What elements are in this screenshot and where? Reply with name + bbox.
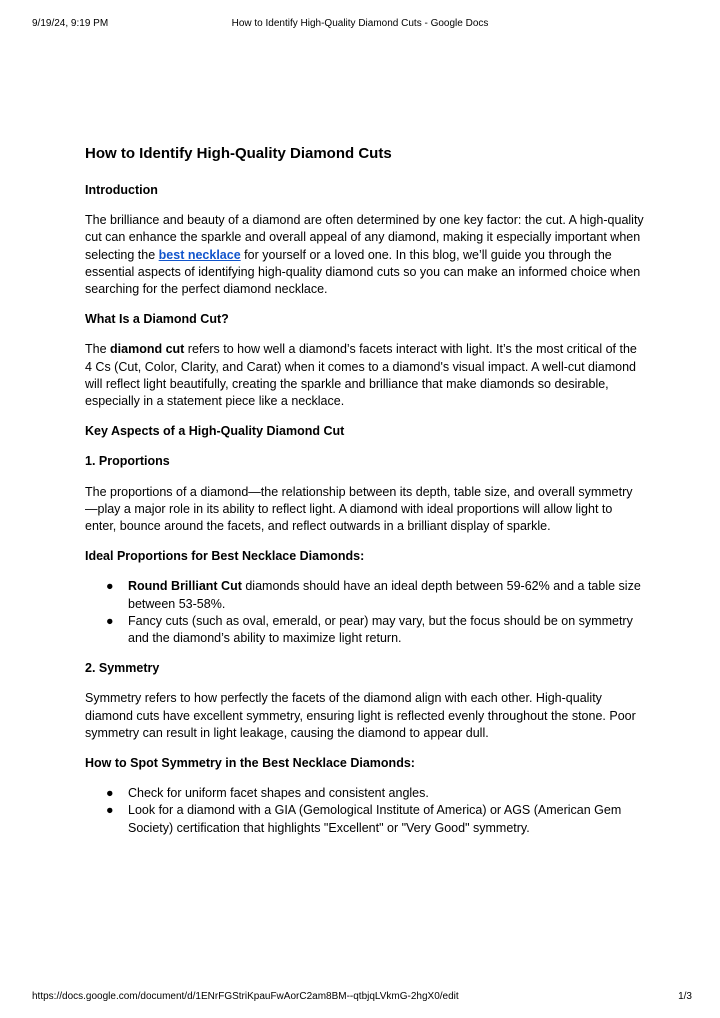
- ideal-proportions-heading: Ideal Proportions for Best Necklace Diamonds:: [85, 549, 365, 564]
- list-item-text: diamonds should have an ideal depth between 59-62% and a table size between 53-58%.: [128, 579, 641, 611]
- key-aspects-heading: Key Aspects of a High-Quality Diamond Cut: [85, 424, 345, 439]
- document-body: [85, 144, 645, 850]
- intro-text-before-link: The brilliance and beauty of a diamond are often determined by one key factor: the cut. A high-quality cut can enhance the sparkle and overall appeal of any diamond, making it especially important when selecting the: [85, 213, 644, 262]
- list-item-text: Look for a diamond with a GIA (Gemological Institute of America) or AGS (American Gem Society) certification that highlights "Excellent" or "Very Good" symmetry.: [128, 803, 622, 835]
- spot-symmetry-heading: How to Spot Symmetry in the Best Necklace Diamonds:: [85, 756, 415, 771]
- page-number: 1/3: [678, 991, 692, 1002]
- spot-symmetry-list: [85, 785, 645, 837]
- intro-paragraph: [85, 212, 645, 298]
- bullet-icon: ●: [106, 579, 114, 594]
- list-item-text: Fancy cuts (such as oval, emerald, or pear) may vary, but the focus should be on symmetry and the diamond’s ability to maximize light return.: [128, 613, 633, 646]
- list-item-text: Check for uniform facet shapes and consistent angles.: [128, 786, 429, 801]
- proportions-paragraph: The proportions of a diamond—the relationship between its depth, table size, and overall symmetry—play a major role in its ability to reflect light. A diamond with ideal proportions will allow light to enter, bounce around the facets, and reflect outwards in a brilliant display of sparkle.: [85, 484, 633, 534]
- intro-text-after-link: for yourself or a loved one. In this blog, we’ll guide you through the essential aspects of identifying high-quality diamond cuts so you can make an informed choice when searching for the perfect diamond necklace.: [85, 247, 641, 297]
- list-item-bold: Round Brilliant Cut: [128, 579, 242, 594]
- what-text-lead: The: [85, 342, 111, 357]
- list-item: [106, 613, 645, 647]
- list-item: [106, 802, 645, 836]
- document-title: How to Identify High-Quality Diamond Cuts: [85, 145, 392, 162]
- symmetry-heading: 2. Symmetry: [85, 661, 160, 676]
- symmetry-paragraph: Symmetry refers to how perfectly the facets of the diamond align with each other. High-quality diamond cuts have excellent symmetry, ensuring light is reflected evenly throughout the stone. Poor symmetry can result in light leakage, causing the diamond to appear dull.: [85, 691, 636, 740]
- bullet-icon: ●: [106, 613, 114, 628]
- what-text-rest: refers to how well a diamond’s facets interact with light. It’s the most critical of the 4 Cs (Cut, Color, Clarity, and Carat) when it comes to a diamond's visual impact. A well-cut diamond will reflect light beautifully, creating the sparkle and brilliance that make diamonds so desirable, especially in a statement piece like a necklace.: [85, 342, 637, 409]
- what-paragraph: [85, 341, 645, 410]
- bullet-icon: ●: [106, 786, 114, 801]
- diamond-cut-term: diamond cut: [110, 342, 185, 357]
- bullet-icon: ●: [106, 803, 114, 818]
- what-heading: What Is a Diamond Cut?: [85, 312, 229, 327]
- print-doc-title: How to Identify High-Quality Diamond Cuts - Google Docs: [231, 18, 489, 29]
- best-necklace-link[interactable]: best necklace: [158, 247, 241, 262]
- list-item: [106, 578, 645, 612]
- print-header: [0, 18, 720, 32]
- print-datetime: 9/19/24, 9:19 PM: [32, 18, 109, 29]
- print-url: https://docs.google.com/document/d/1ENrFGStriKpauFwAorC2am8BM--qtbjqLVkmG-2hgX0/edit: [32, 991, 459, 1002]
- proportions-heading: 1. Proportions: [85, 454, 170, 469]
- intro-heading: Introduction: [85, 183, 158, 197]
- print-footer: [0, 991, 720, 1005]
- ideal-proportions-list: [85, 578, 645, 647]
- list-item: [106, 785, 645, 802]
